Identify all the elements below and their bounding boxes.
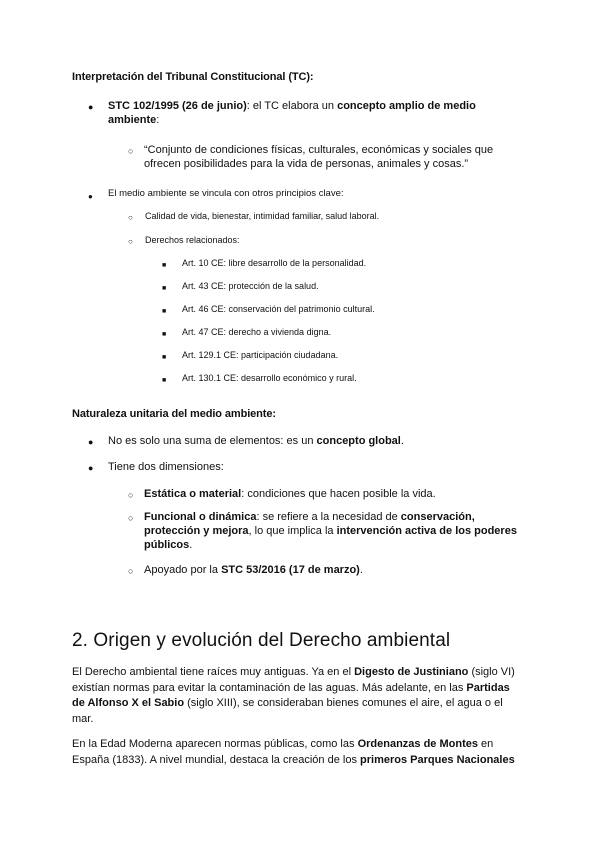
bullet-square: ■ [162,331,167,338]
bullet-square: ■ [162,308,167,315]
list-item-calidad-vida: Calidad de vida, bienestar, intimidad familiar, salud laboral. [145,211,380,221]
bullet-disc: ● [88,463,94,473]
list-item-apoyo-stc: Apoyado por la STC 53/2016 (17 de marzo). [144,564,363,576]
list-item-stc-1995: STC 102/1995 (26 de junio): el TC elabora un concepto amplio de medio ambiente: [108,100,476,126]
list-item-dimensiones: Tiene dos dimensiones: [108,461,224,473]
section-heading-naturaleza: Naturaleza unitaria del medio ambiente: [72,408,276,420]
bullet-square: ■ [162,285,167,292]
list-item-article: Art. 47 CE: derecho a vivienda digna. [182,327,332,337]
bullet-circle: ○ [128,213,133,222]
list-item-funcional: Funcional o dinámica: se refiere a la necesidad de conservación, protección y mejora, lo que implica la intervención activa de los poderes públicos. [144,511,517,551]
list-item-article: Art. 129.1 CE: participación ciudadana. [182,350,339,360]
bullet-circle: ○ [128,566,134,576]
list-item-article: Art. 130.1 CE: desarrollo económico y rural. [182,373,357,383]
bullet-disc: ● [88,192,93,201]
bullet-square: ■ [162,354,167,361]
chapter-title: 2. Origen y evolución del Derecho ambiental [72,630,451,651]
bullet-square: ■ [162,262,167,269]
bullet-circle: ○ [128,146,134,156]
bullet-disc: ● [88,437,94,447]
bullet-circle: ○ [128,490,134,500]
list-item-article: Art. 43 CE: protección de la salud. [182,281,319,291]
paragraph-origen: El Derecho ambiental tiene raíces muy antiguas. Ya en el Digesto de Justiniano (siglo VI) existían normas para evitar la contaminación de las aguas. Más adelante, en las Partidas de Alfonso X el Sabio (siglo XIII), se consideraban bienes comunes el aire, el agua o el mar. [72,666,515,725]
list-item-definition: “Conjunto de condiciones físicas, culturales, económicas y sociales que ofrecen posibilidades para la vida de personas, animales y cosas.” [144,144,494,170]
bullet-circle: ○ [128,513,134,523]
bullet-disc: ● [88,102,94,112]
section-heading-tc: Interpretación del Tribunal Constitucional (TC): [72,71,314,83]
list-item-principios: El medio ambiente se vincula con otros principios clave: [108,188,344,199]
list-item-concepto-global: No es solo una suma de elementos: es un concepto global. [108,435,404,447]
list-item-estatica: Estática o material: condiciones que hacen posible la vida. [144,488,436,500]
paragraph-edad-moderna: En la Edad Moderna aparecen normas públicas, como las Ordenanzas de Montes en España (1833). A nivel mundial, destaca la creación de los primeros Parques Nacionales [72,738,515,766]
bullet-circle: ○ [128,237,133,246]
list-item-article: Art. 46 CE: conservación del patrimonio cultural. [182,304,375,314]
list-item-article: Art. 10 CE: libre desarrollo de la personalidad. [182,258,367,268]
list-item-derechos: Derechos relacionados: [145,235,240,245]
bullet-square: ■ [162,377,167,384]
